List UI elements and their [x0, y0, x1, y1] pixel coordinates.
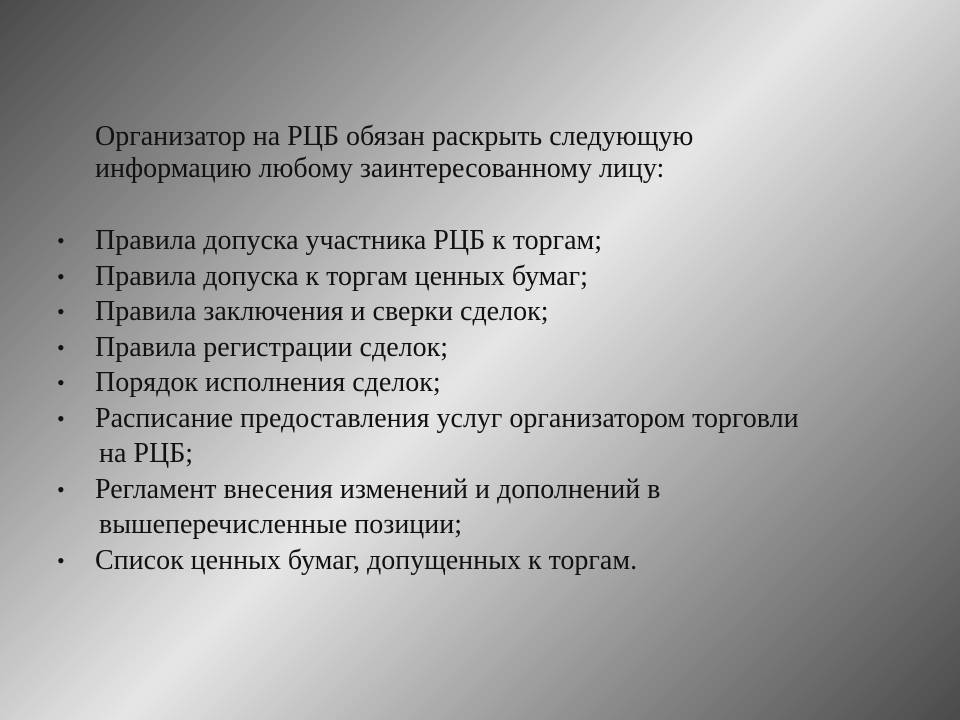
list-item-text: Правила допуска участника РЦБ к торгам; [95, 225, 603, 256]
list-item-text: Порядок исполнения сделок; [95, 367, 441, 398]
list-item-text: Правила допуска к торгам ценных бумаг; [95, 260, 588, 292]
intro-paragraph [95, 121, 855, 185]
list-item-text: Список ценных бумаг, допущенных к торгам. [95, 544, 638, 576]
list-item-text: Правила заключения и сверки сделок; [95, 296, 549, 327]
bullet-dot: • [57, 405, 65, 431]
intro-line-2: информацию любому заинтересованному лицу: [95, 153, 665, 184]
list-item [0, 401, 915, 472]
bullet-dot: • [57, 299, 65, 324]
list-item [0, 259, 915, 295]
list-item-continuation: вышеперечисленные позиции; [99, 509, 463, 540]
bullet-dot: • [57, 370, 65, 395]
intro-line-1: Организатор на РЦБ обязан раскрыть следующую [95, 121, 694, 152]
list-item-text: Правила регистрации сделок; [95, 331, 448, 363]
bullet-list [0, 223, 960, 578]
list-item [0, 365, 915, 401]
list-item-text: Расписание предоставления услуг организатором торговли [95, 402, 799, 434]
list-item [0, 223, 915, 259]
list-item [0, 330, 915, 366]
list-item-text: Регламент внесения изменений и дополнений в [95, 473, 661, 505]
bullet-dot: • [57, 476, 65, 502]
bullet-dot: • [57, 547, 65, 573]
list-item-continuation: на РЦБ; [99, 438, 194, 469]
list-item [0, 472, 915, 543]
list-item [0, 543, 915, 579]
list-item [0, 294, 915, 330]
bullet-dot: • [57, 334, 65, 360]
bullet-dot: • [57, 263, 65, 289]
bullet-dot: • [57, 228, 65, 253]
